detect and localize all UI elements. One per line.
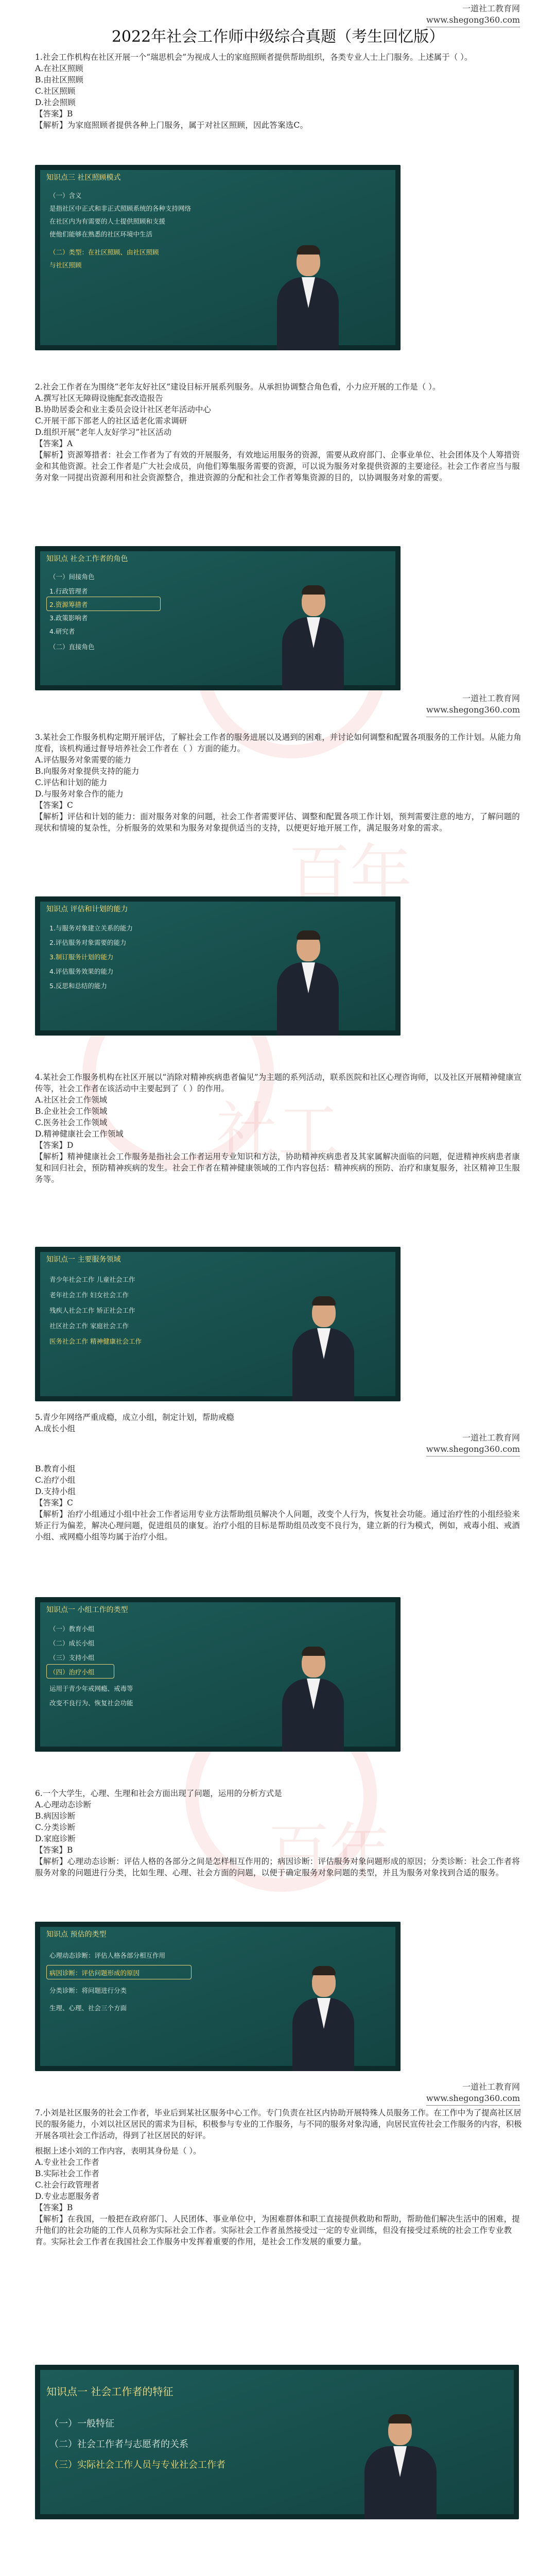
lecture-video-6[interactable]: 知识点 预估的类型 心理动态诊断：评估人格各部分相互作用 病因诊断：评估问题形成的原因 分类诊断：将问题进行分类 生理、心理、社会三个方面: [35, 1922, 401, 2071]
option: B.向服务对象提供支持的能力: [35, 767, 140, 776]
option: C.医务社会工作领域: [35, 1118, 108, 1127]
option: B.企业社会工作领域: [35, 1107, 108, 1116]
answer: 【答案】B: [35, 1845, 73, 1855]
option: C.分类诊断: [35, 1823, 76, 1832]
question-4: [35, 1072, 524, 1185]
document-page: 一道社工教育网 www.shegong360.com 2022年社会工作师中级综合真题（考生回忆版） 百年 社工 百年 1.社会工作机构在社区开展一个“瑞思机会”为视成人士的家庭照顾者提供帮助组织，各类专业人士上门服务。上述属于（ ）。 A.在社区照顾 B.由社区照顾 C.社区照顾 D.社会照顾 【答案】B 【解析】为家庭照顾者提供各种上门服务，属于对社区照顾，因此答案选C。 知识点三 社区照顾模式 （一）含义 是指社区中正式和非正式照顾系统的各种支持网络 在社区内为有需要的人士提供照顾和支援 使他们能够在熟悉的社区环境中生活 （二）类型：在社区照顾、由社区照顾 与社区照顾 2.社会工作者在为围绕“老年友好社区”建设目标开展系列服务。从承担协调整合角色看，小力应开展的工作是（ ）。 A.撰写社区无障碍设施配套改造报告 B.协助居委会和业主委员会设计社区老年活动中心 C.开展干部下部老人的社区适老化需求调研 D.组织开展“老年人友好学习”社区活动 【答案】A 【解析】资源筹措者：社会工作者为了有效的开展服务，有效地运用服务的资源，需要从政府部门、企事业单位、社会团体及个人筹措资金和其他资源。社会工作者是广大社会成员，向他们筹集服务需要的资源，可以说为服务对象提供资源的主要途径。社会工作者应当与服务对象一同提出资源利用和社会资源整合，推进资源的分配和社会工作者筹集资源的目的，以协调服务对象的需要。 知识点 社会工作者的角色 （一）间接角色 1.行政管理者 2.资源筹措者 3.政策影响者 4.研究者 （二）直接角色 一道社工教育网 www.shegong360.com 3.某社会工作服务机构定期开展评估，了解社会工作者的服务进展以及遇到的困难，并讨论如何调整和配置各项服务的工作计划。从能力角度看，该机构通过督导培养社会工作者在（ ）方面的能力。 A.评估服务对象需要的能力 B.向服务对象提供支持的能力 C.评估和计划的能力 D.与服务对象合作的能力 【答案】C 【解析】评估和计划的能力：面对服务对象的问题，社会工作者需要评估、调整和配置各项工作计划，预判需要注意的地方，了解问题的现状和情境的复杂性，分析服务的效果和为服务对象提供适当的支持，以便更好地开展工作，满足服务对象的需求。 知识点 评估和计划的能力 1.与服务对象建立关系的能力 2.评估服务对象需要的能力 3.制订服务计划的能力 4.评估服务效果的能力 5.反思和总结的能力 4.某社会工作服务机构在社区开展以“消除对精神疾病患者偏见”为主题的系列活动，联系医院和社区心理咨询师，以及社区开展精神健康宣传等，社会工作者在该活动中主要起到了（ ）的作用。 A.社区社会工作领域 B.企业社会工作领域 C.医务社会工作领域 D.精神健康社会工作领域 【答案】D 【解析】精神健康社会工作服务是指社会工作者运用专业知识和方法，协助精神疾病患者及其家属解决面临的问题，促进精神疾病患者康复和回归社会，预防精神疾病的发生。社会工作者在精神健康领域的工作内容包括：精神疾病的预防、治疗和康复服务，社区精神卫生服务等。 知识点一 主要服务领域 青少年社会工作 儿童社会工作 老年社会工作 妇女社会工作 残疾人社会工作 矫正社会工作 社区社会工作 家庭社会工作 医务社会工作 精神健康社会工作 5.青少年网络严重成瘾，成立小组，制定计划，帮助戒瘾 A.成长小组 一道社工教育网 www.shegong360.com B.教育小组 C.治疗小组 D.支持小组 【答案】C 【解析】治疗小组通过小组中社会工作者运用专业方法帮助组员解决个人问题，改变个人行为，恢复社会功能。通过治疗性的小组经验来矫正行为偏差，解决心理问题，促进组员的康复。治疗小组的目标是帮助组员改变不良行为，建立新的行为模式，例如，戒毒小组、戒酒小组、戒网瘾小组等均属于治疗小组。 知识点一 小组工作的类型 （一）教育小组 （二）成长小组 （三）支持小组 （四）治疗小组 运用于青少年戒网瘾、戒毒等 改变不良行为、恢复社会功能 6.一个大学生，心理、生理和社会方面出现了问题，运用的分析方式是 A.心理动态诊断 B.病因诊断 C.分类诊断 D.家庭诊断 【答案】B 【解析】心理动态诊断：评估人格的各部分之间是怎样相互作用的；病因诊断：评估服务对象问题形成的原因；分类诊断：社会工作者将服务对象的问题进行分类，比如生理、心理、社会方面的问题，以便于确定服务对象问题的类型，并且为服务对象找到合适的服务。 知识点 预估的类型 心理动态诊断：评估人格各部分相互作用 病因诊断：评估问题形成的原因 分类诊断：将问题进行分类 生理、心理、社会三个方面 一道社工教育网 www.shegong360.com 7.小刘是社区服务的社会工作者，毕业后到某社区服务中心工作。专门负责在社区内协助开展特殊人员服务工作。在工作中为了提高社区居民的服务能力，小刘以社区居民的需求为目标，积极参与专业的工作服务，与不同的服务对象沟通，向居民宣传社会工作服务的内容，积极开展各项社会工作活动，得到了社区居民的好评。 根据上述小刘的工作内容，表明其身份是（ ）。 A.专业社会工作者 B.实际社会工作者 C.社会行政管理者 D.专业志愿服务者 【答案】B 【解析】在我国，一般把在政府部门、人民团体、事业单位中，为困难群体和职工直接提供救助和帮助，帮助他们解决生活中的困难，提升他们的社会功能的工作人员称为实际社会工作者。实际社会工作者虽然接受过一定的专业训练，但没有接受过系统的社会工作专业教育。实际社会工作者在我国社会工作服务中发挥着重要的作用，是社会工作发展的重要力量。 知识点一 社会工作者的特征 （一）一般特征 （二）社会工作者与志愿者的关系 （三）实际社会工作人员与专业社会工作者: [0, 0, 556, 2576]
option: C.开展干部下部老人的社区适老化需求调研: [35, 416, 187, 426]
lecture-video-7[interactable]: 知识点一 社会工作者的特征 （一）一般特征 （二）社会工作者与志愿者的关系 （三）实际社会工作人员与专业社会工作者: [35, 2365, 519, 2519]
option: C.社会行政管理者: [35, 2180, 99, 2190]
option: D.家庭诊断: [35, 1834, 76, 1843]
question-2: [35, 381, 524, 483]
answer: 【答案】B: [35, 2203, 73, 2212]
option: A.心理动态诊断: [35, 1800, 92, 1809]
question-stem: 6.一个大学生，心理、生理和社会方面出现了问题，运用的分析方式是: [35, 1789, 282, 1798]
explanation: 【解析】精神健康社会工作服务是指社会工作者运用专业知识和方法，协助精神疾病患者及其家属解决面临的问题，促进精神疾病患者康复和回归社会，预防精神疾病的发生。社会工作者在精神健康领域的工作内容包括：精神疾病的预防、治疗和康复服务，社区精神卫生服务等。: [35, 1152, 520, 1184]
option: A.专业社会工作者: [35, 2158, 99, 2167]
answer: 【答案】C: [35, 801, 73, 810]
question-stem: 1.社会工作机构在社区开展一个“瑞思机会”为视成人士的家庭照顾者提供帮助组织，各类专业人士上门服务。上述属于（ ）。: [35, 53, 473, 62]
question-stem: 5.青少年网络严重成瘾，成立小组，制定计划，帮助戒瘾: [35, 1413, 234, 1422]
explanation: 【解析】治疗小组通过小组中社会工作者运用专业方法帮助组员解决个人问题，改变个人行为，恢复社会功能。通过治疗性的小组经验来矫正行为偏差，解决心理问题，促进组员的康复。治疗小组的目标是帮助组员改变不良行为，建立新的行为模式，例如，戒毒小组、戒酒小组、戒网瘾小组等均属于治疗小组。: [35, 1510, 520, 1541]
question-7: [35, 2107, 524, 2247]
option: B.病因诊断: [35, 1811, 76, 1821]
question-5: [35, 1412, 524, 1434]
option: D.专业志愿服务者: [35, 2192, 100, 2201]
option: A.在社区照顾: [35, 64, 83, 73]
site-name: 一道社工教育网: [462, 4, 520, 13]
option: D.组织开展“老年人友好学习”社区活动: [35, 428, 172, 437]
question-stem: 2.社会工作者在为围绕“老年友好社区”建设目标开展系列服务。从承担协调整合角色看，小力应开展的工作是（ ）。: [35, 382, 441, 392]
video-title: 知识点 社会工作者的角色: [46, 555, 128, 563]
explanation: 【解析】在我国，一般把在政府部门、人民团体、事业单位中，为困难群体和职工直接提供救助和帮助，帮助他们解决生活中的困难，提升他们的社会功能的工作人员称为实际社会工作者。实际社会工作者虽然接受过一定的专业训练，但没有接受过系统的社会工作专业教育。实际社会工作者在我国社会工作服务中发挥着重要的作用，是社会工作发展的重要力量。: [35, 2214, 520, 2246]
answer: 【答案】D: [35, 1141, 74, 1150]
lecture-video-3[interactable]: 知识点 评估和计划的能力 1.与服务对象建立关系的能力 2.评估服务对象需要的能力 3.制订服务计划的能力 4.评估服务效果的能力 5.反思和总结的能力: [35, 896, 401, 1036]
site-header: 一道社工教育网 www.shegong360.com: [426, 693, 520, 717]
option: A.撰写社区无障碍设施配套改造报告: [35, 394, 163, 403]
option: B.由社区照顾: [35, 75, 83, 84]
option: C.治疗小组: [35, 1476, 76, 1485]
question-stem: 4.某社会工作服务机构在社区开展以“消除对精神疾病患者偏见”为主题的系列活动，联系医院和社区心理咨询师，以及社区开展精神健康宣传等，社会工作者在该活动中主要起到了（ ）的作用。: [35, 1073, 522, 1093]
question-1: [35, 52, 524, 131]
site-header: 一道社工教育网 www.shegong360.com: [426, 1432, 520, 1456]
option: B.协助居委会和业主委员会设计社区老年活动中心: [35, 405, 211, 414]
video-title: 知识点一 社会工作者的特征: [46, 2385, 173, 2398]
option: D.与服务对象合作的能力: [35, 789, 124, 799]
explanation: 【解析】心理动态诊断：评估人格的各部分之间是怎样相互作用的；病因诊断：评估服务对象问题形成的原因；分类诊断：社会工作者将服务对象的问题进行分类，比如生理、心理、社会方面的问题，以便于确定服务对象问题的类型，并且为服务对象找到合适的服务。: [35, 1857, 520, 1877]
video-title: 知识点一 小组工作的类型: [46, 1606, 128, 1614]
question-5-continued: [35, 1463, 524, 1543]
page-title: 2022年社会工作师中级综合真题（考生回忆版）: [111, 28, 445, 46]
video-title: 知识点 评估和计划的能力: [46, 905, 128, 913]
question-stem: 7.小刘是社区服务的社会工作者，毕业后到某社区服务中心工作。专门负责在社区内协助开展特殊人员服务工作。在工作中为了提高社区居民的服务能力，小刘以社区居民的需求为目标，积极参与专业的工作服务，与不同的服务对象沟通，向居民宣传社会工作服务的内容，积极开展各项社会工作活动，得到了社区居民的好评。: [35, 2108, 522, 2140]
site-url[interactable]: www.shegong360.com: [426, 15, 520, 25]
question-prompt: 根据上述小刘的工作内容，表明其身份是（ ）。: [35, 2146, 201, 2156]
option: A.评估服务对象需要的能力: [35, 755, 131, 765]
video-title: 知识点三 社区照顾模式: [46, 174, 121, 182]
answer: 【答案】B: [35, 109, 73, 118]
option: B.实际社会工作者: [35, 2169, 99, 2178]
option: D.社会照顾: [35, 98, 76, 107]
explanation: 【解析】评估和计划的能力：面对服务对象的问题，社会工作者需要评估、调整和配置各项工作计划，预判需要注意的地方，了解问题的现状和情境的复杂性，分析服务的效果和为服务对象提供适当的支持，以便更好地开展工作，满足服务对象的需求。: [35, 812, 520, 833]
lecturer-figure: [277, 247, 339, 350]
site-header: 一道社工教育网 www.shegong360.com: [426, 2081, 520, 2106]
question-3: [35, 732, 524, 834]
explanation: 【解析】资源筹措者：社会工作者为了有效的开展服务，有效地运用服务的资源，需要从政府部门、企事业单位、社会团体及个人筹措资金和其他资源。社会工作者是广大社会成员，向他们筹集服务需要的资源，可以说为服务对象提供资源的主要途径。社会工作者应当与服务对象一同提出资源利用和社会资源整合，推进资源的分配和社会工作者筹集资源的目的，以协调服务对象的需要。: [35, 450, 520, 482]
option: D.精神健康社会工作领域: [35, 1129, 124, 1139]
option: A.社区社会工作领域: [35, 1095, 108, 1105]
lecture-video-1[interactable]: 知识点三 社区照顾模式 （一）含义 是指社区中正式和非正式照顾系统的各种支持网络 在社区内为有需要的人士提供照顾和支援 使他们能够在熟悉的社区环境中生活 （二）类型：在社区照顾、由社区照顾 与社区照顾: [35, 165, 401, 350]
video-title: 知识点一 主要服务领域: [46, 1256, 121, 1264]
answer: 【答案】A: [35, 439, 73, 448]
option: C.社区照顾: [35, 87, 76, 96]
explanation: 【解析】为家庭照顾者提供各种上门服务，属于对社区照顾，因此答案选C。: [35, 121, 308, 130]
option: D.支持小组: [35, 1487, 76, 1496]
answer: 【答案】C: [35, 1498, 73, 1507]
option: A.成长小组: [35, 1424, 76, 1433]
lecture-video-4[interactable]: 知识点一 主要服务领域 青少年社会工作 儿童社会工作 老年社会工作 妇女社会工作 残疾人社会工作 矫正社会工作 社区社会工作 家庭社会工作 医务社会工作 精神健康社会工作: [35, 1247, 401, 1401]
question-stem: 3.某社会工作服务机构定期开展评估，了解社会工作者的服务进展以及遇到的困难，并讨论如何调整和配置各项服务的工作计划。从能力角度看，该机构通过督导培养社会工作者在（ ）方面的能力。: [35, 733, 522, 753]
option: C.评估和计划的能力: [35, 778, 108, 787]
question-6: [35, 1788, 524, 1878]
option: B.教育小组: [35, 1464, 76, 1473]
video-title: 知识点 预估的类型: [46, 1930, 107, 1939]
lecture-video-5[interactable]: 知识点一 小组工作的类型 （一）教育小组 （二）成长小组 （三）支持小组 （四）治疗小组 运用于青少年戒网瘾、戒毒等 改变不良行为、恢复社会功能: [35, 1597, 401, 1752]
lecture-video-2[interactable]: 知识点 社会工作者的角色 （一）间接角色 1.行政管理者 2.资源筹措者 3.政策影响者 4.研究者 （二）直接角色: [35, 546, 401, 690]
